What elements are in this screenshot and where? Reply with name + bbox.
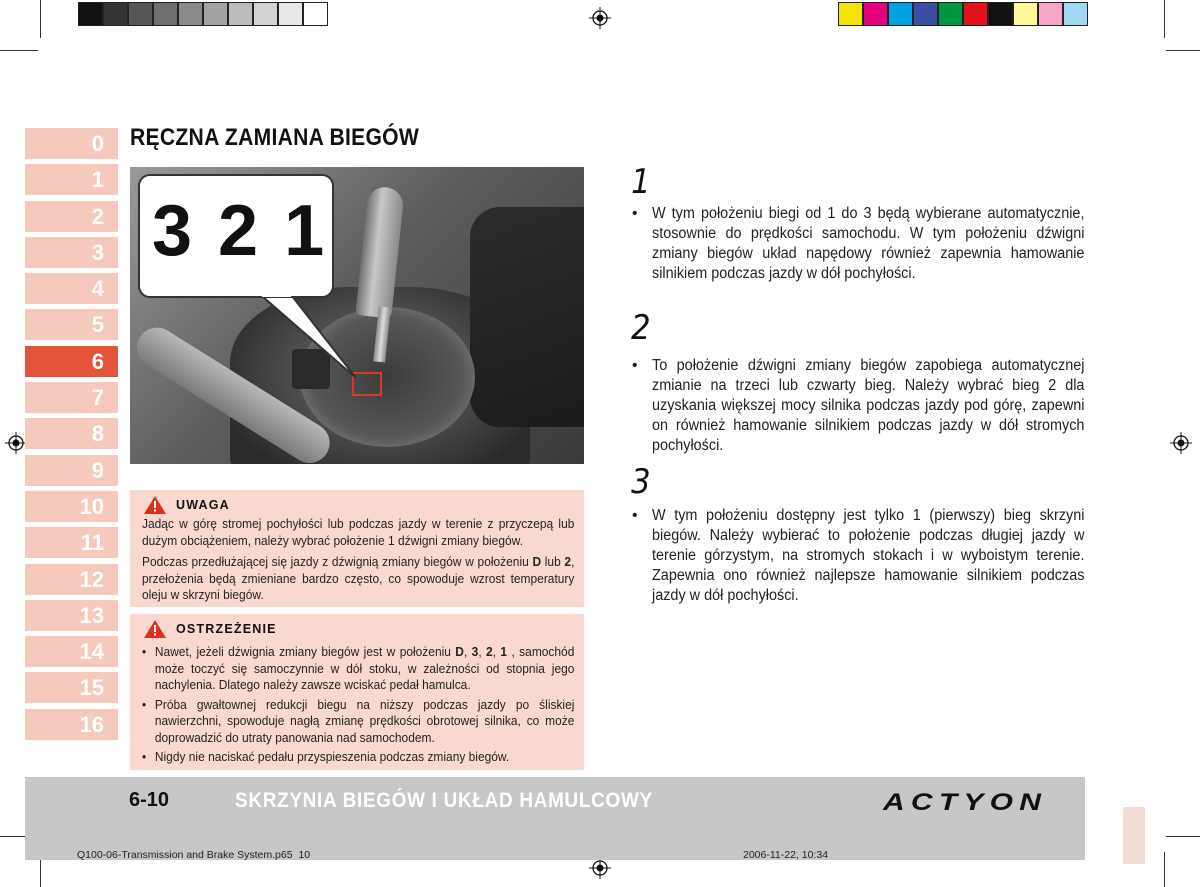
- emphasis-text: 2: [564, 554, 572, 569]
- chapter-tab-label: 14: [79, 639, 104, 665]
- text-run: ,: [463, 644, 472, 659]
- text-run: , przełożenia będą zmieniane bardzo często, co spowoduje wzrost temperatury oleju w skrzyni biegów.: [142, 554, 575, 602]
- chapter-tab-label: 4: [91, 276, 104, 302]
- chapter-tab-5[interactable]: [25, 309, 118, 340]
- ostrzezenie-box: [130, 614, 584, 770]
- color-swatch: [128, 2, 153, 26]
- bullet: •: [632, 507, 638, 524]
- crop-mark: [40, 0, 41, 38]
- chapter-tab-label: 1: [91, 167, 104, 193]
- color-swatch: [303, 2, 328, 26]
- gear-3-description: [630, 506, 1085, 606]
- section-title: SKRZYNIA BIEGÓW I UKŁAD HAMULCOWY: [235, 789, 653, 812]
- color-swatch: [228, 2, 253, 26]
- edge-tab: [1123, 807, 1145, 864]
- chapter-tab-14[interactable]: [25, 636, 118, 667]
- chapter-tab-label: 15: [79, 675, 104, 701]
- gear-3-text: W tym położeniu dostępny jest tylko 1 (pierwszy) bieg skrzyni biegów. Należy wybierać to położenie podczas długiej jazdy w terenie górzystym, na stromych stokach i w wyboistym terenie. Zapewnia ono również najlepsze hamowanie silnikiem podczas jazdy w dół pochyłości.: [652, 507, 1085, 604]
- brand-logo: ACTYON: [883, 789, 1048, 816]
- bullet: •: [632, 357, 638, 374]
- warning-list-item: [142, 644, 574, 694]
- ostrzezenie-list: [142, 644, 574, 769]
- crop-mark: [1166, 836, 1200, 837]
- crop-mark: [1166, 50, 1200, 51]
- file-name: Q100-06-Transmission and Brake System.p65: [77, 849, 293, 861]
- registration-target-icon: [1170, 432, 1192, 454]
- warning-triangle-icon: [144, 496, 166, 514]
- uwaga-paragraph-2: [142, 554, 574, 604]
- uwaga-header: [144, 496, 230, 514]
- page-footer: [25, 777, 1085, 860]
- page-title: RĘCZNA ZAMIANA BIEGÓW: [130, 124, 420, 151]
- color-swatch: [203, 2, 228, 26]
- chapter-tab-11[interactable]: [25, 527, 118, 558]
- color-swatch: [153, 2, 178, 26]
- callout-joint: [262, 291, 291, 297]
- chapter-tab-7[interactable]: [25, 382, 118, 413]
- emphasis-text: 2: [486, 644, 493, 659]
- chapter-tab-label: 7: [91, 385, 104, 411]
- chapter-tab-label: 2: [91, 203, 104, 229]
- shift-mode-buttons: [292, 349, 330, 389]
- chapter-tab-1[interactable]: [25, 164, 118, 195]
- file-info: [77, 849, 310, 861]
- text-run: Nawet, jeżeli dźwignia zmiany biegów jest w położeniu: [154, 644, 456, 659]
- warning-list-item: [142, 749, 574, 766]
- color-registration-bar: [838, 2, 1088, 26]
- text-run: , samochód może toczyć się samoczynnie w dół stoku, w zależności od stopnia jego nachylenia. Dlatego należy zawsze wciskać pedał hamulca.: [154, 644, 575, 692]
- chapter-tab-label: 6: [91, 348, 104, 374]
- color-swatch: [1013, 2, 1038, 26]
- gear-position-marker: [352, 372, 382, 396]
- text-run: Podczas przedłużającej się jazdy z dźwignią zmiany biegów w położeniu: [142, 554, 533, 569]
- chapter-tab-label: 9: [91, 457, 104, 483]
- chapter-tab-label: 11: [80, 530, 104, 556]
- gear-2-text: To położenie dźwigni zmiany biegów zapobiega automatycznej zmianie na trzeci lub czwarty bieg. Należy wybrać bieg 2 dla uzyskania większej mocy silnika podczas jazdy pod górę, zapewni on również hamowanie silnikiem podczas jazdy w dół stromych pochyłości.: [652, 357, 1085, 454]
- gear-1-number: 1: [631, 162, 651, 202]
- chapter-tab-2[interactable]: [25, 201, 118, 232]
- chapter-tab-0[interactable]: [25, 128, 118, 159]
- color-swatch: [178, 2, 203, 26]
- color-swatch: [78, 2, 103, 26]
- page-number: 6-10: [129, 789, 170, 811]
- color-swatch: [988, 2, 1013, 26]
- gear-1-text: W tym położeniu biegi od 1 do 3 będą wybierane automatycznie, stosownie do prędkości samochodu. W tym położeniu dźwigni zmiany biegów układ napędowy również zapewnia hamowanie silnikiem podczas jazdy w dół pochyłości.: [652, 205, 1085, 282]
- uwaga-label: UWAGA: [176, 498, 230, 512]
- text-run: Nigdy nie naciskać pedału przyspieszenia podczas zmiany biegów.: [154, 749, 510, 764]
- color-swatch: [938, 2, 963, 26]
- ostrzezenie-label: OSTRZEŻENIE: [176, 622, 277, 636]
- color-swatch: [1063, 2, 1088, 26]
- color-swatch: [888, 2, 913, 26]
- emphasis-text: 3: [471, 644, 479, 659]
- gear-2-number: 2: [631, 308, 651, 348]
- print-date: 2006-11-22, 10:34: [743, 849, 829, 861]
- chapter-tabs: [25, 128, 118, 745]
- chapter-tab-label: 13: [79, 602, 104, 628]
- chapter-tab-label: 3: [91, 239, 104, 265]
- chapter-tab-label: 5: [91, 312, 104, 338]
- color-swatch: [838, 2, 863, 26]
- gear-2-description: [630, 356, 1085, 456]
- emphasis-text: 1: [500, 644, 508, 659]
- chapter-tab-9[interactable]: [25, 455, 118, 486]
- chapter-tab-label: 8: [91, 421, 104, 447]
- chapter-tab-6[interactable]: [25, 346, 118, 377]
- chapter-tab-4[interactable]: [25, 273, 118, 304]
- chapter-tab-label: 16: [79, 711, 104, 737]
- gear-3-number: 3: [631, 462, 651, 502]
- color-swatch: [278, 2, 303, 26]
- color-swatch: [1038, 2, 1063, 26]
- registration-target-icon: [589, 857, 611, 879]
- registration-target-icon: [589, 7, 611, 29]
- registration-target-icon: [5, 432, 27, 454]
- chapter-tab-label: 12: [79, 566, 104, 592]
- chapter-tab-label: 10: [79, 493, 104, 519]
- ostrzezenie-header: [144, 620, 277, 638]
- emphasis-text: D: [532, 554, 542, 569]
- text-run: ,: [478, 644, 487, 659]
- color-swatch: [103, 2, 128, 26]
- chapter-tab-12[interactable]: [25, 564, 118, 595]
- chapter-tab-label: 0: [91, 131, 104, 156]
- file-page: 10: [298, 849, 311, 861]
- crop-mark: [1164, 852, 1165, 887]
- color-swatch: [963, 2, 988, 26]
- uwaga-paragraph-1-text: Jadąc w górę stromej pochyłości lub podczas jazdy w terenie z przyczepą lub dużym obciążeniem, należy wybrać położenie 1 dźwigni zmiany biegów.: [142, 516, 575, 548]
- chapter-tab-10[interactable]: [25, 491, 118, 522]
- warning-list-item: [142, 697, 574, 747]
- chapter-tab-8[interactable]: [25, 418, 118, 449]
- crop-mark: [1164, 0, 1165, 38]
- uwaga-paragraph-1: [142, 516, 574, 549]
- chapter-tab-15[interactable]: [25, 672, 118, 703]
- chapter-tab-16[interactable]: [25, 709, 118, 740]
- color-swatch: [863, 2, 888, 26]
- crop-mark: [0, 50, 38, 51]
- bullet: •: [632, 205, 638, 222]
- gear-1-description: [630, 204, 1085, 284]
- gray-registration-bar: [78, 2, 328, 26]
- chapter-tab-3[interactable]: [25, 237, 118, 268]
- warning-triangle-icon: [144, 620, 166, 638]
- emphasis-text: D: [455, 644, 464, 659]
- color-swatch: [913, 2, 938, 26]
- text-run: Próba gwałtownej redukcji biegu na niższy podczas jazdy po śliskiej nawierzchni, spowoduje nagłą zmianę prędkości obrotowej silnika, co może doprowadzić do utraty panowania nad samochodem.: [154, 696, 575, 745]
- text-run: lub: [541, 554, 565, 569]
- gear-callout-text: 3 2 1: [152, 191, 328, 271]
- uwaga-box: [130, 490, 584, 607]
- chapter-tab-13[interactable]: [25, 600, 118, 631]
- text-run: ,: [492, 644, 501, 659]
- seat: [470, 207, 584, 427]
- color-swatch: [253, 2, 278, 26]
